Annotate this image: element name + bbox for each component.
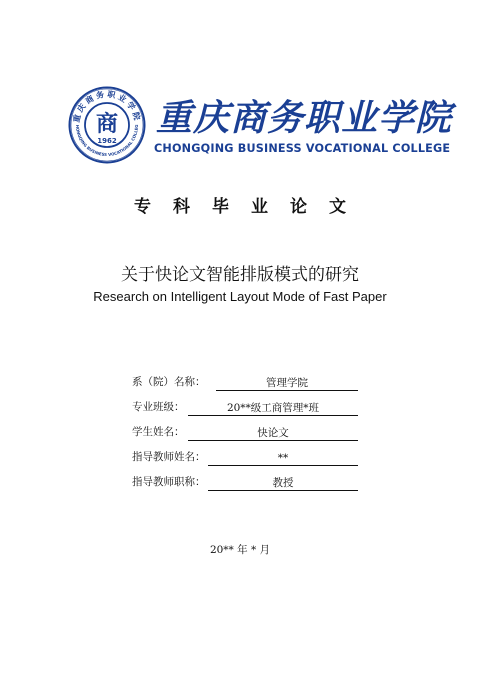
thesis-title-en: Research on Intelligent Layout Mode of Fast Paper [93,289,387,304]
advisor-title-label: 指导教师职称： [132,476,206,488]
class-value: 20**级工商管理*班 [188,401,358,416]
info-row-advisor [132,445,372,470]
student-name-value: 快论文 [188,426,358,441]
svg-text:重庆商务职业学院: 重庆商务职业学院 [70,88,144,124]
submission-date: 20** 年 * 月 [209,544,271,556]
advisor-title-value: 教授 [208,476,358,491]
school-seal-icon [68,86,146,164]
school-name-en: CHONGQING BUSINESS VOCATIONAL COLLEGE [154,142,451,155]
school-logo [68,86,453,166]
class-label: 专业班级： [132,401,185,413]
advisor-name-label: 指导教师姓名： [132,451,206,463]
student-info-block [132,370,372,495]
info-row-department [132,370,372,395]
svg-text:CHONGQING BUSINESS VOCATIONAL: HONGQING BUSINESS VOCATIONAL COLLEG [74,124,140,158]
student-name-label: 学生姓名： [132,426,185,438]
document-type-heading: 专科毕业论文 [134,197,368,217]
department-label: 系（院）名称： [132,376,206,388]
info-row-class [132,395,372,420]
department-value: 管理学院 [216,376,358,391]
info-row-student [132,420,372,445]
svg-text:商: 商 [95,111,119,137]
svg-text:1962: 1962 [97,137,117,145]
info-row-advisor-title [132,470,372,495]
school-name-cn: 重庆商务职业学院 [156,97,453,139]
advisor-name-value: ** [208,451,358,466]
thesis-title-cn: 关于快论文智能排版模式的研究 [121,265,359,285]
